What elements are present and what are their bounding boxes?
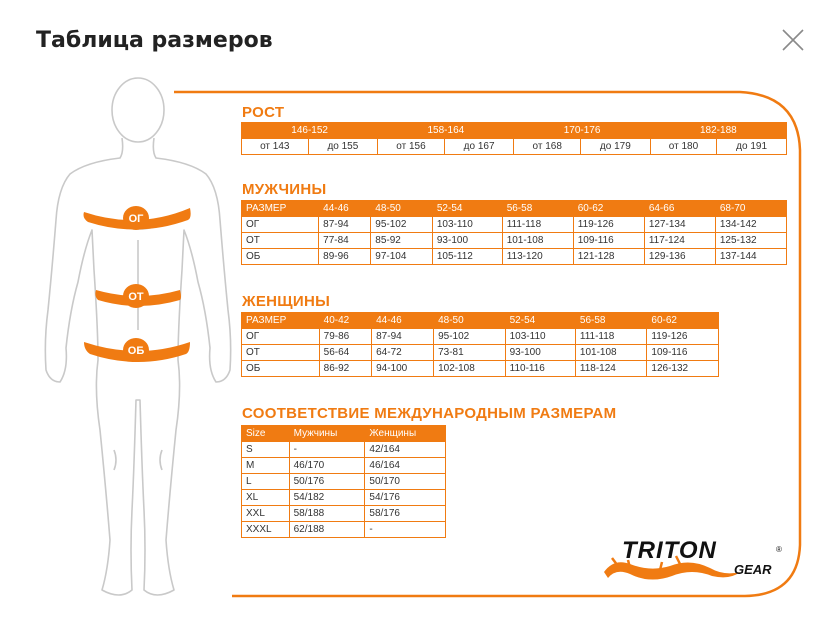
table-cell: 101-108: [502, 233, 573, 249]
table-cell: M: [242, 458, 290, 474]
logo-text: TRITON: [622, 538, 717, 564]
header-cell: 64-66: [644, 201, 715, 217]
table-cell: ОБ: [242, 361, 320, 377]
height-range: 158-164: [378, 123, 514, 139]
table-cell: 93-100: [432, 233, 502, 249]
table-cell: 86-92: [319, 361, 371, 377]
table-cell: 85-92: [371, 233, 433, 249]
table-cell: 46/164: [365, 458, 446, 474]
header-cell: 40-42: [319, 313, 371, 329]
table-cell: 42/164: [365, 442, 446, 458]
header-cell: Женщины: [365, 426, 446, 442]
table-cell: ОГ: [242, 329, 320, 345]
table-cell: 46/170: [289, 458, 365, 474]
table-row: [242, 233, 787, 249]
table-cell: 101-108: [575, 345, 647, 361]
table-cell: 119-126: [573, 217, 644, 233]
height-bound: до 155: [308, 139, 378, 155]
height-bound: до 191: [717, 139, 787, 155]
modal-title: Таблица размеров: [36, 28, 273, 53]
table-cell: 110-116: [505, 361, 575, 377]
men-table: [241, 200, 787, 265]
table-row: [242, 442, 446, 458]
table-cell: XXL: [242, 506, 290, 522]
table-cell: -: [289, 442, 365, 458]
chest-label: ОГ: [128, 213, 144, 225]
hips-label: ОБ: [127, 345, 145, 357]
table-cell: ОБ: [242, 249, 319, 265]
table-cell: 97-104: [371, 249, 433, 265]
table-cell: 125-132: [715, 233, 786, 249]
table-cell: XL: [242, 490, 290, 506]
table-row: [242, 490, 446, 506]
header-cell: 56-58: [502, 201, 573, 217]
height-bound: до 167: [444, 139, 514, 155]
table-cell: 58/176: [365, 506, 446, 522]
table-cell: XXXL: [242, 522, 290, 538]
table-cell: 79-86: [319, 329, 371, 345]
header-cell: 48-50: [371, 201, 433, 217]
table-row: [242, 474, 446, 490]
height-bound: от 168: [514, 139, 581, 155]
height-bound: от 180: [650, 139, 717, 155]
height-range: 170-176: [514, 123, 650, 139]
table-cell: 73-81: [434, 345, 506, 361]
table-cell: 111-118: [575, 329, 647, 345]
header-cell: 60-62: [573, 201, 644, 217]
table-cell: 58/188: [289, 506, 365, 522]
intl-table: [241, 425, 446, 538]
table-cell: -: [365, 522, 446, 538]
table-cell: 77-84: [319, 233, 371, 249]
registered-mark: ®: [776, 545, 782, 554]
table-cell: 64-72: [372, 345, 434, 361]
table-header-row: [242, 201, 787, 217]
header-cell: 68-70: [715, 201, 786, 217]
table-cell: L: [242, 474, 290, 490]
table-cell: 54/182: [289, 490, 365, 506]
table-cell: 94-100: [372, 361, 434, 377]
table-cell: 89-96: [319, 249, 371, 265]
header-cell: Мужчины: [289, 426, 365, 442]
table-cell: 93-100: [505, 345, 575, 361]
logo-subtext: GEAR: [734, 562, 772, 577]
table-row: [242, 249, 787, 265]
table-cell: 109-116: [647, 345, 719, 361]
table-cell: 113-120: [502, 249, 573, 265]
table-cell: 95-102: [371, 217, 433, 233]
height-title: РОСТ: [242, 104, 285, 121]
header-cell: Size: [242, 426, 290, 442]
table-cell: 95-102: [434, 329, 506, 345]
table-cell: S: [242, 442, 290, 458]
triton-gear-logo: [600, 538, 790, 586]
table-header-row: [242, 426, 446, 442]
table-cell: ОТ: [242, 345, 320, 361]
table-cell: 121-128: [573, 249, 644, 265]
table-cell: ОТ: [242, 233, 319, 249]
table-cell: 103-110: [432, 217, 502, 233]
table-cell: 54/176: [365, 490, 446, 506]
table-cell: 50/170: [365, 474, 446, 490]
table-row: [242, 345, 719, 361]
table-row: [242, 506, 446, 522]
header-cell: 56-58: [575, 313, 647, 329]
height-bound: до 179: [580, 139, 650, 155]
height-range: 182-188: [650, 123, 786, 139]
waist-label: ОТ: [128, 291, 144, 303]
header-cell: 48-50: [434, 313, 506, 329]
header-cell: 60-62: [647, 313, 719, 329]
table-row: [242, 217, 787, 233]
header-cell: 44-46: [319, 201, 371, 217]
table-cell: 103-110: [505, 329, 575, 345]
women-table: [241, 312, 719, 377]
table-cell: 129-136: [644, 249, 715, 265]
header-cell: 52-54: [505, 313, 575, 329]
table-cell: 62/188: [289, 522, 365, 538]
table-cell: 102-108: [434, 361, 506, 377]
table-cell: 87-94: [319, 217, 371, 233]
table-cell: 111-118: [502, 217, 573, 233]
table-cell: 50/176: [289, 474, 365, 490]
table-cell: 126-132: [647, 361, 719, 377]
table-cell: 127-134: [644, 217, 715, 233]
height-bound: от 156: [378, 139, 445, 155]
header-cell: 44-46: [372, 313, 434, 329]
women-title: ЖЕНЩИНЫ: [242, 293, 331, 310]
table-cell: 137-144: [715, 249, 786, 265]
table-cell: 109-116: [573, 233, 644, 249]
table-cell: 56-64: [319, 345, 371, 361]
men-title: МУЖЧИНЫ: [242, 181, 327, 198]
table-cell: 118-124: [575, 361, 647, 377]
table-row: [242, 361, 719, 377]
table-header-row: [242, 313, 719, 329]
body-figure: [40, 70, 240, 630]
height-bound: от 143: [242, 139, 309, 155]
header-cell: РАЗМЕР: [242, 313, 320, 329]
header-cell: 52-54: [432, 201, 502, 217]
table-cell: 117-124: [644, 233, 715, 249]
height-range: 146-152: [242, 123, 378, 139]
table-row: [242, 522, 446, 538]
table-cell: ОГ: [242, 217, 319, 233]
table-cell: 119-126: [647, 329, 719, 345]
table-cell: 134-142: [715, 217, 786, 233]
height-table: [241, 122, 787, 155]
table-row: [242, 458, 446, 474]
intl-title: СООТВЕТСТВИЕ МЕЖДУНАРОДНЫМ РАЗМЕРАМ: [242, 405, 617, 422]
table-cell: 87-94: [372, 329, 434, 345]
header-cell: РАЗМЕР: [242, 201, 319, 217]
table-row: [242, 329, 719, 345]
table-cell: 105-112: [432, 249, 502, 265]
